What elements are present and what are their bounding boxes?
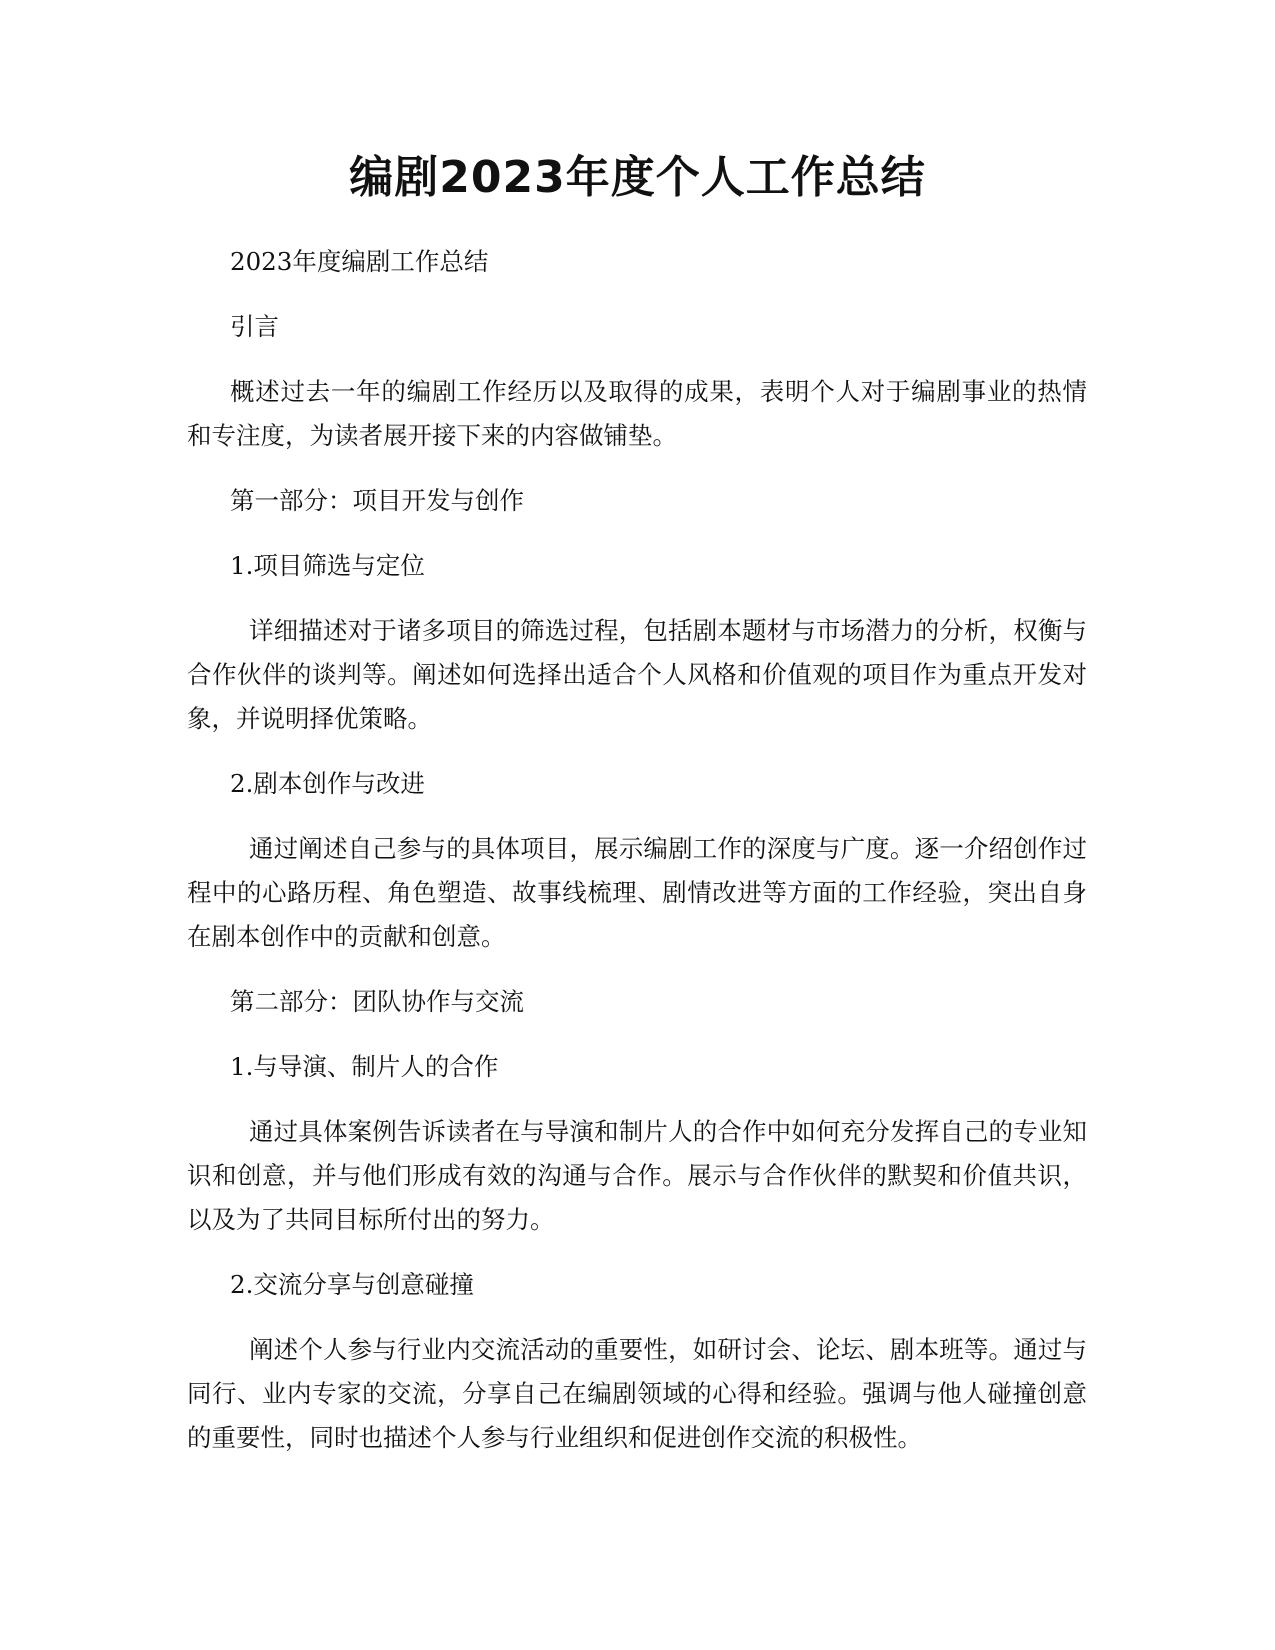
document-title: 编剧2023年度个人工作总结 [349, 152, 926, 203]
section-heading-part-two: 第二部分：团队协作与交流 [230, 987, 524, 1016]
director-cooperation-paragraph: 通过具体案例告诉读者在与导演和制片人的合作中如何充分发挥自己的专业知识和创意，并与他们形成有效的沟通与合作。展示与合作伙伴的默契和价值共识，以及为了共同目标所付出的努力。 [187, 1117, 1087, 1234]
project-selection-paragraph: 详细描述对于诸多项目的筛选过程，包括剧本题材与市场潜力的分析，权衡与合作伙伴的谈判等。阐述如何选择出适合个人风格和价值观的项目作为重点开发对象，并说明择优策略。 [187, 616, 1087, 733]
section-heading-intro: 引言 [230, 312, 279, 341]
subheading-script-creation: 2.剧本创作与改进 [230, 769, 425, 798]
section-heading-part-one: 第一部分：项目开发与创作 [230, 486, 524, 515]
intro-paragraph: 概述过去一年的编剧工作经历以及取得的成果，表明个人对于编剧事业的热情和专注度，为读者展开接下来的内容做铺垫。 [187, 377, 1087, 450]
script-creation-paragraph: 通过阐述自己参与的具体项目，展示编剧工作的深度与广度。逐一介绍创作过程中的心路历程、角色塑造、故事线梳理、剧情改进等方面的工作经验，突出自身在剧本创作中的贡献和创意。 [187, 834, 1087, 951]
document-body [187, 240, 1087, 1460]
exchange-sharing-paragraph: 阐述个人参与行业内交流活动的重要性，如研讨会、论坛、剧本班等。通过与同行、业内专家的交流，分享自己在编剧领域的心得和经验。强调与他人碰撞创意的重要性，同时也描述个人参与行业组织和促进创作交流的积极性。 [187, 1335, 1087, 1452]
subtitle-paragraph: 2023年度编剧工作总结 [230, 247, 489, 276]
subheading-project-selection: 1.项目筛选与定位 [230, 551, 425, 580]
subheading-exchange-sharing: 2.交流分享与创意碰撞 [230, 1270, 474, 1299]
subheading-director-cooperation: 1.与导演、制片人的合作 [230, 1052, 499, 1081]
